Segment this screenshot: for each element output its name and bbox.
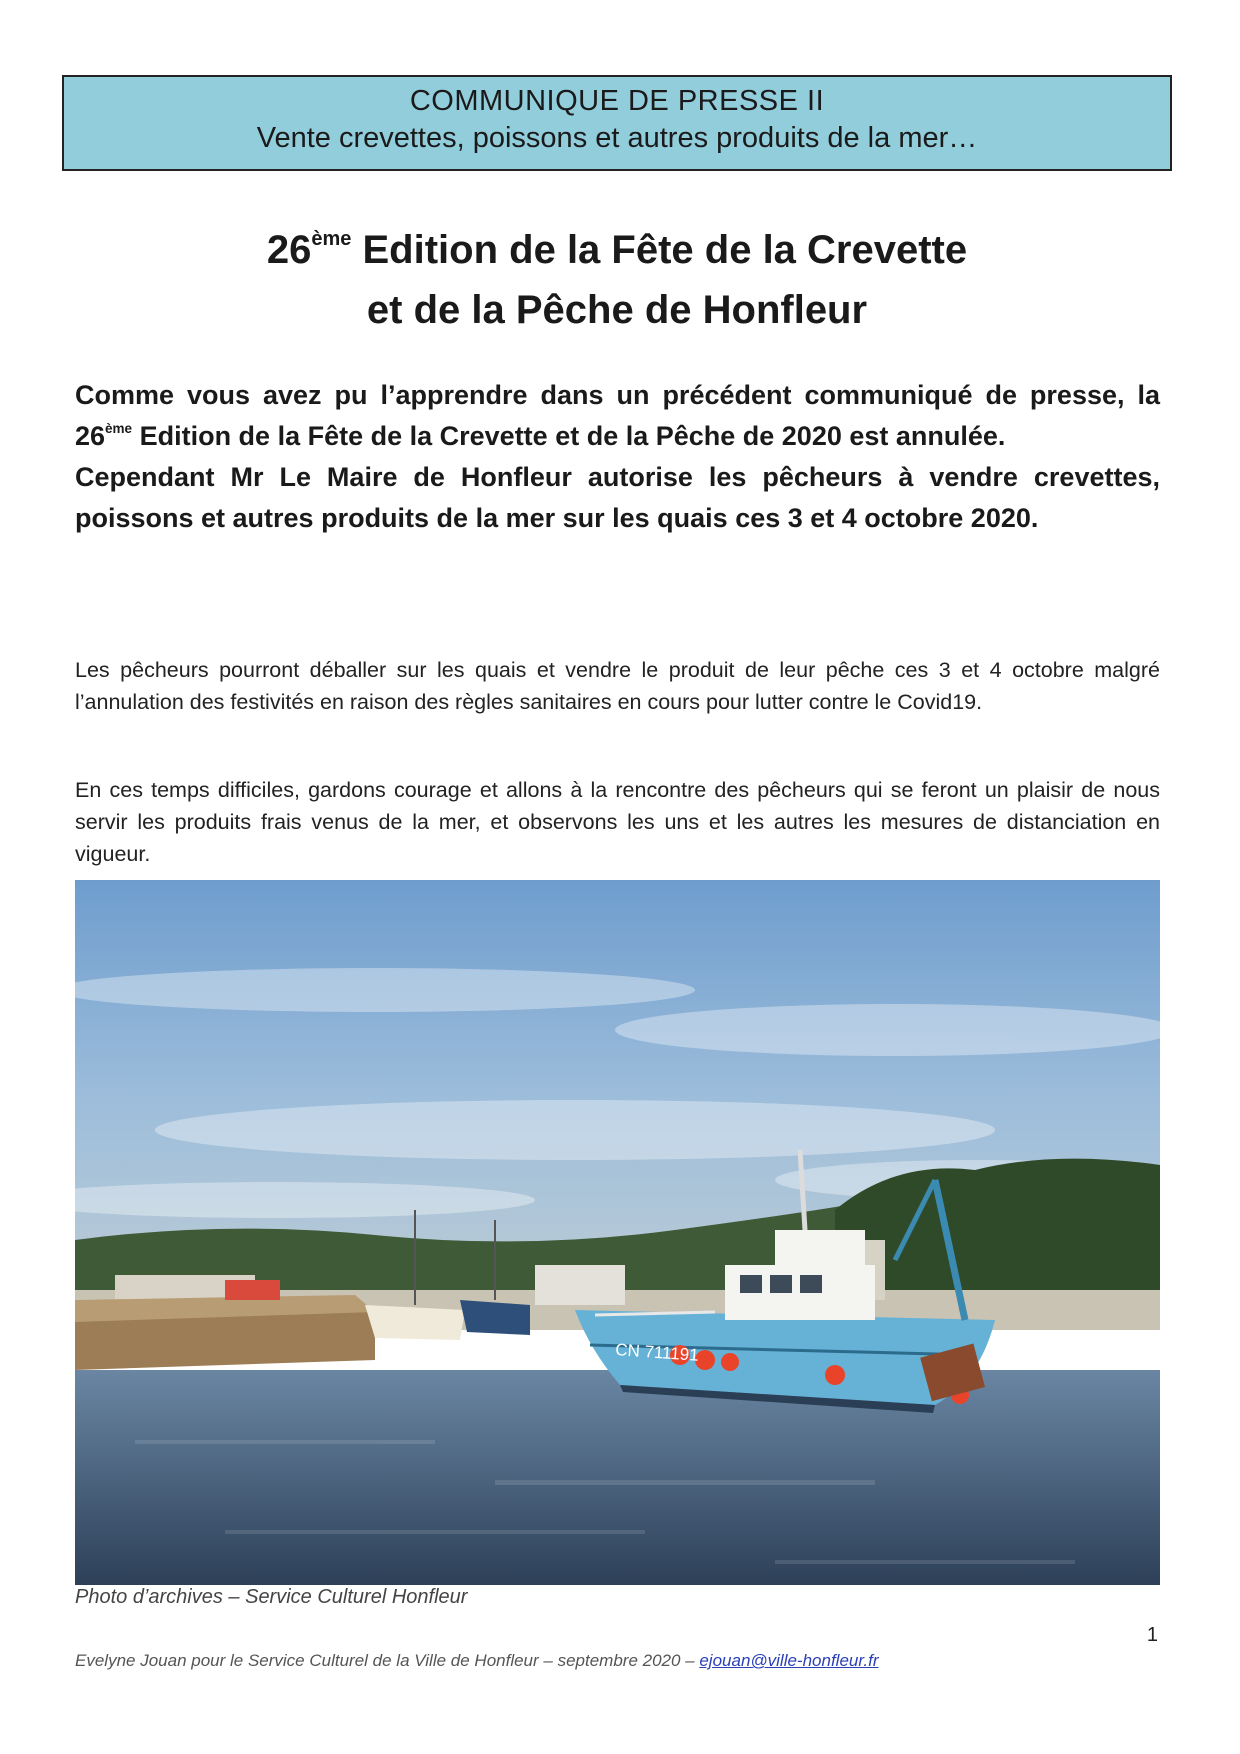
- small-boat-1: [365, 1305, 465, 1340]
- footer-text: Evelyne Jouan pour le Service Culturel de la Ville de Honfleur – septembre 2020 –: [75, 1651, 700, 1670]
- lead-p1-before: Comme vous avez pu l’apprendre dans un précédent communiqué de presse, la 26: [75, 380, 1160, 451]
- footer: [75, 1651, 879, 1671]
- lead-paragraph-1: [75, 375, 1160, 457]
- harbour-photo-illustration: [75, 880, 1160, 1585]
- hull-marking: CN 711191: [614, 1340, 700, 1365]
- page-title: [62, 220, 1172, 340]
- footer-email-link[interactable]: ejouan@ville-honfleur.fr: [699, 1651, 879, 1670]
- body-paragraph-1: Les pêcheurs pourront déballer sur les quais et vendre le produit de leur pêche ces 3 et 4 octobre malgré l’annulation des festivités en raison des règles sanitaires en cours pour lutter contre le Covid19.: [75, 658, 1160, 714]
- lead-p1-after: Edition de la Fête de la Crevette et de la Pêche de 2020 est annulée.: [132, 421, 1006, 451]
- harbour-photo: [75, 880, 1160, 1585]
- page-number: 1: [1146, 1624, 1158, 1646]
- small-boat-2: [460, 1300, 530, 1335]
- header-line-2: Vente crevettes, poissons et autres produits de la mer…: [256, 122, 978, 154]
- lead-paragraphs: [75, 375, 1160, 539]
- title-ordinal: ème: [311, 228, 352, 250]
- lead-paragraph-2: Cependant Mr Le Maire de Honfleur autorise les pêcheurs à vendre crevettes, poissons et autres produits de la mer sur les quais ces 3 et 4 octobre 2020.: [75, 462, 1160, 533]
- title-line-2: et de la Pêche de Honfleur: [366, 288, 868, 332]
- water: [75, 1370, 1160, 1585]
- title-line-1-rest: Edition de la Fête de la Crevette: [351, 228, 968, 272]
- photo-caption: Photo d’archives – Service Culturel Honfleur: [75, 1586, 468, 1608]
- press-release-header: [62, 75, 1172, 171]
- lead-p1-ordinal: ème: [105, 420, 133, 436]
- title-number: 26: [266, 228, 312, 272]
- header-line-1: COMMUNIQUE DE PRESSE II: [409, 85, 825, 117]
- body-paragraph-2: En ces temps difficiles, gardons courage et allons à la rencontre des pêcheurs qui se feront un plaisir de nous servir les produits frais venus de la mer, et observons les uns et les autres les mesures de distanciation en vigueur.: [75, 778, 1160, 866]
- title-line-1: [62, 220, 1172, 280]
